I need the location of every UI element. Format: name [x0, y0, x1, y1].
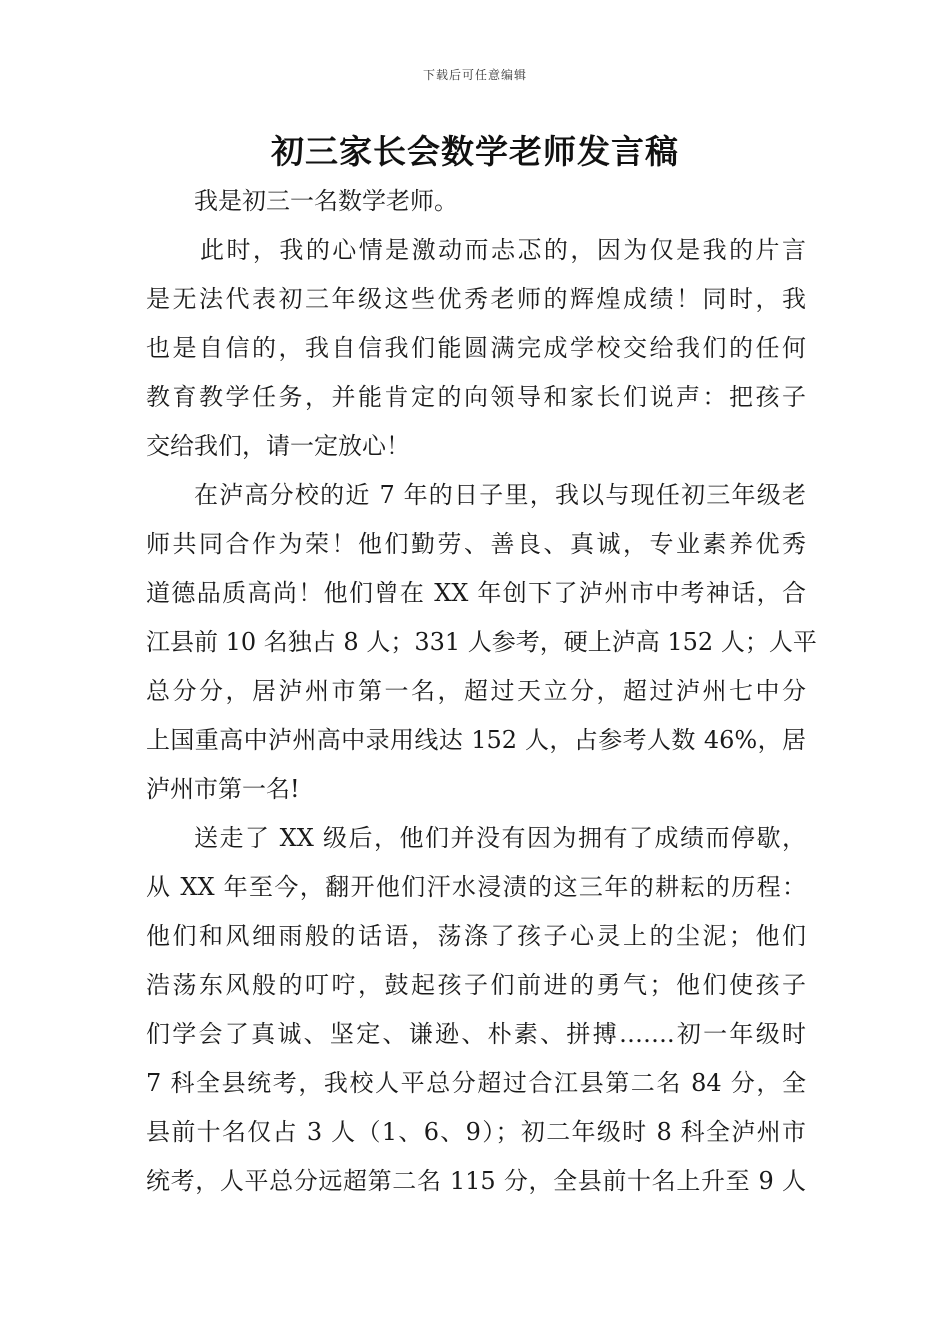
- text-line: 也是自信的，我自信我们能圆满完成学校交给我们的任何: [146, 334, 806, 362]
- text-line: 此时，我的心情是激动而忐忑的，因为仅是我的片言: [200, 236, 806, 264]
- paragraph: [146, 471, 817, 814]
- paragraph: [146, 226, 806, 471]
- text-line: 我是初三一名数学老师。: [194, 187, 458, 215]
- text-line: 统考，人平总分远超第二名 115 分，全县前十名上升至 9 人: [146, 1167, 806, 1195]
- text-line: 在泸高分校的近 7 年的日子里，我以与现任初三年级老: [194, 481, 806, 509]
- text-line: 县前十名仅占 3 人（1、6、9）；初二年级时 8 科全泸州市: [146, 1118, 806, 1146]
- text-line: 7 科全县统考，我校人平总分超过合江县第二名 84 分，全: [146, 1069, 806, 1097]
- text-line: 送走了 XX 级后，他们并没有因为拥有了成绩而停歇，: [194, 824, 806, 852]
- text-line: 们学会了真诚、坚定、谦逊、朴素、拼搏…….初一年级时: [146, 1020, 806, 1048]
- document-body: [146, 177, 817, 1206]
- text-line: 浩荡东风般的叮咛，鼓起孩子们前进的勇气；他们使孩子: [146, 971, 806, 999]
- text-line: 泸州市第一名!: [146, 775, 300, 803]
- text-line: 道德品质高尚！他们曾在 XX 年创下了泸州市中考神话，合: [146, 579, 806, 607]
- paragraph: [146, 177, 806, 226]
- text-line: 上国重高中泸州高中录用线达 152 人，占参考人数 46%，居: [146, 726, 806, 754]
- text-line: 他们和风细雨般的话语，荡涤了孩子心灵上的尘泥；他们: [146, 922, 806, 950]
- text-line: 交给我们，请一定放心！: [146, 432, 410, 460]
- header-note: 下载后可任意编辑: [422, 68, 527, 82]
- document-title: 初三家长会数学老师发言稿: [271, 132, 679, 171]
- text-line: 教育教学任务，并能肯定的向领导和家长们说声：把孩子: [146, 383, 806, 411]
- paragraph: [146, 814, 806, 1206]
- text-line: 从 XX 年至今，翻开他们汗水浸渍的这三年的耕耘的历程：: [146, 873, 806, 901]
- text-line: 江县前 10 名独占 8 人；331 人参考，硬上泸高 152 人；人平: [146, 628, 817, 656]
- text-line: 总分分，居泸州市第一名，超过天立分，超过泸州七中分: [146, 677, 806, 705]
- text-line: 师共同合作为荣！他们勤劳、善良、真诚，专业素养优秀: [146, 530, 806, 558]
- text-line: 是无法代表初三年级这些优秀老师的辉煌成绩！同时，我: [146, 285, 806, 313]
